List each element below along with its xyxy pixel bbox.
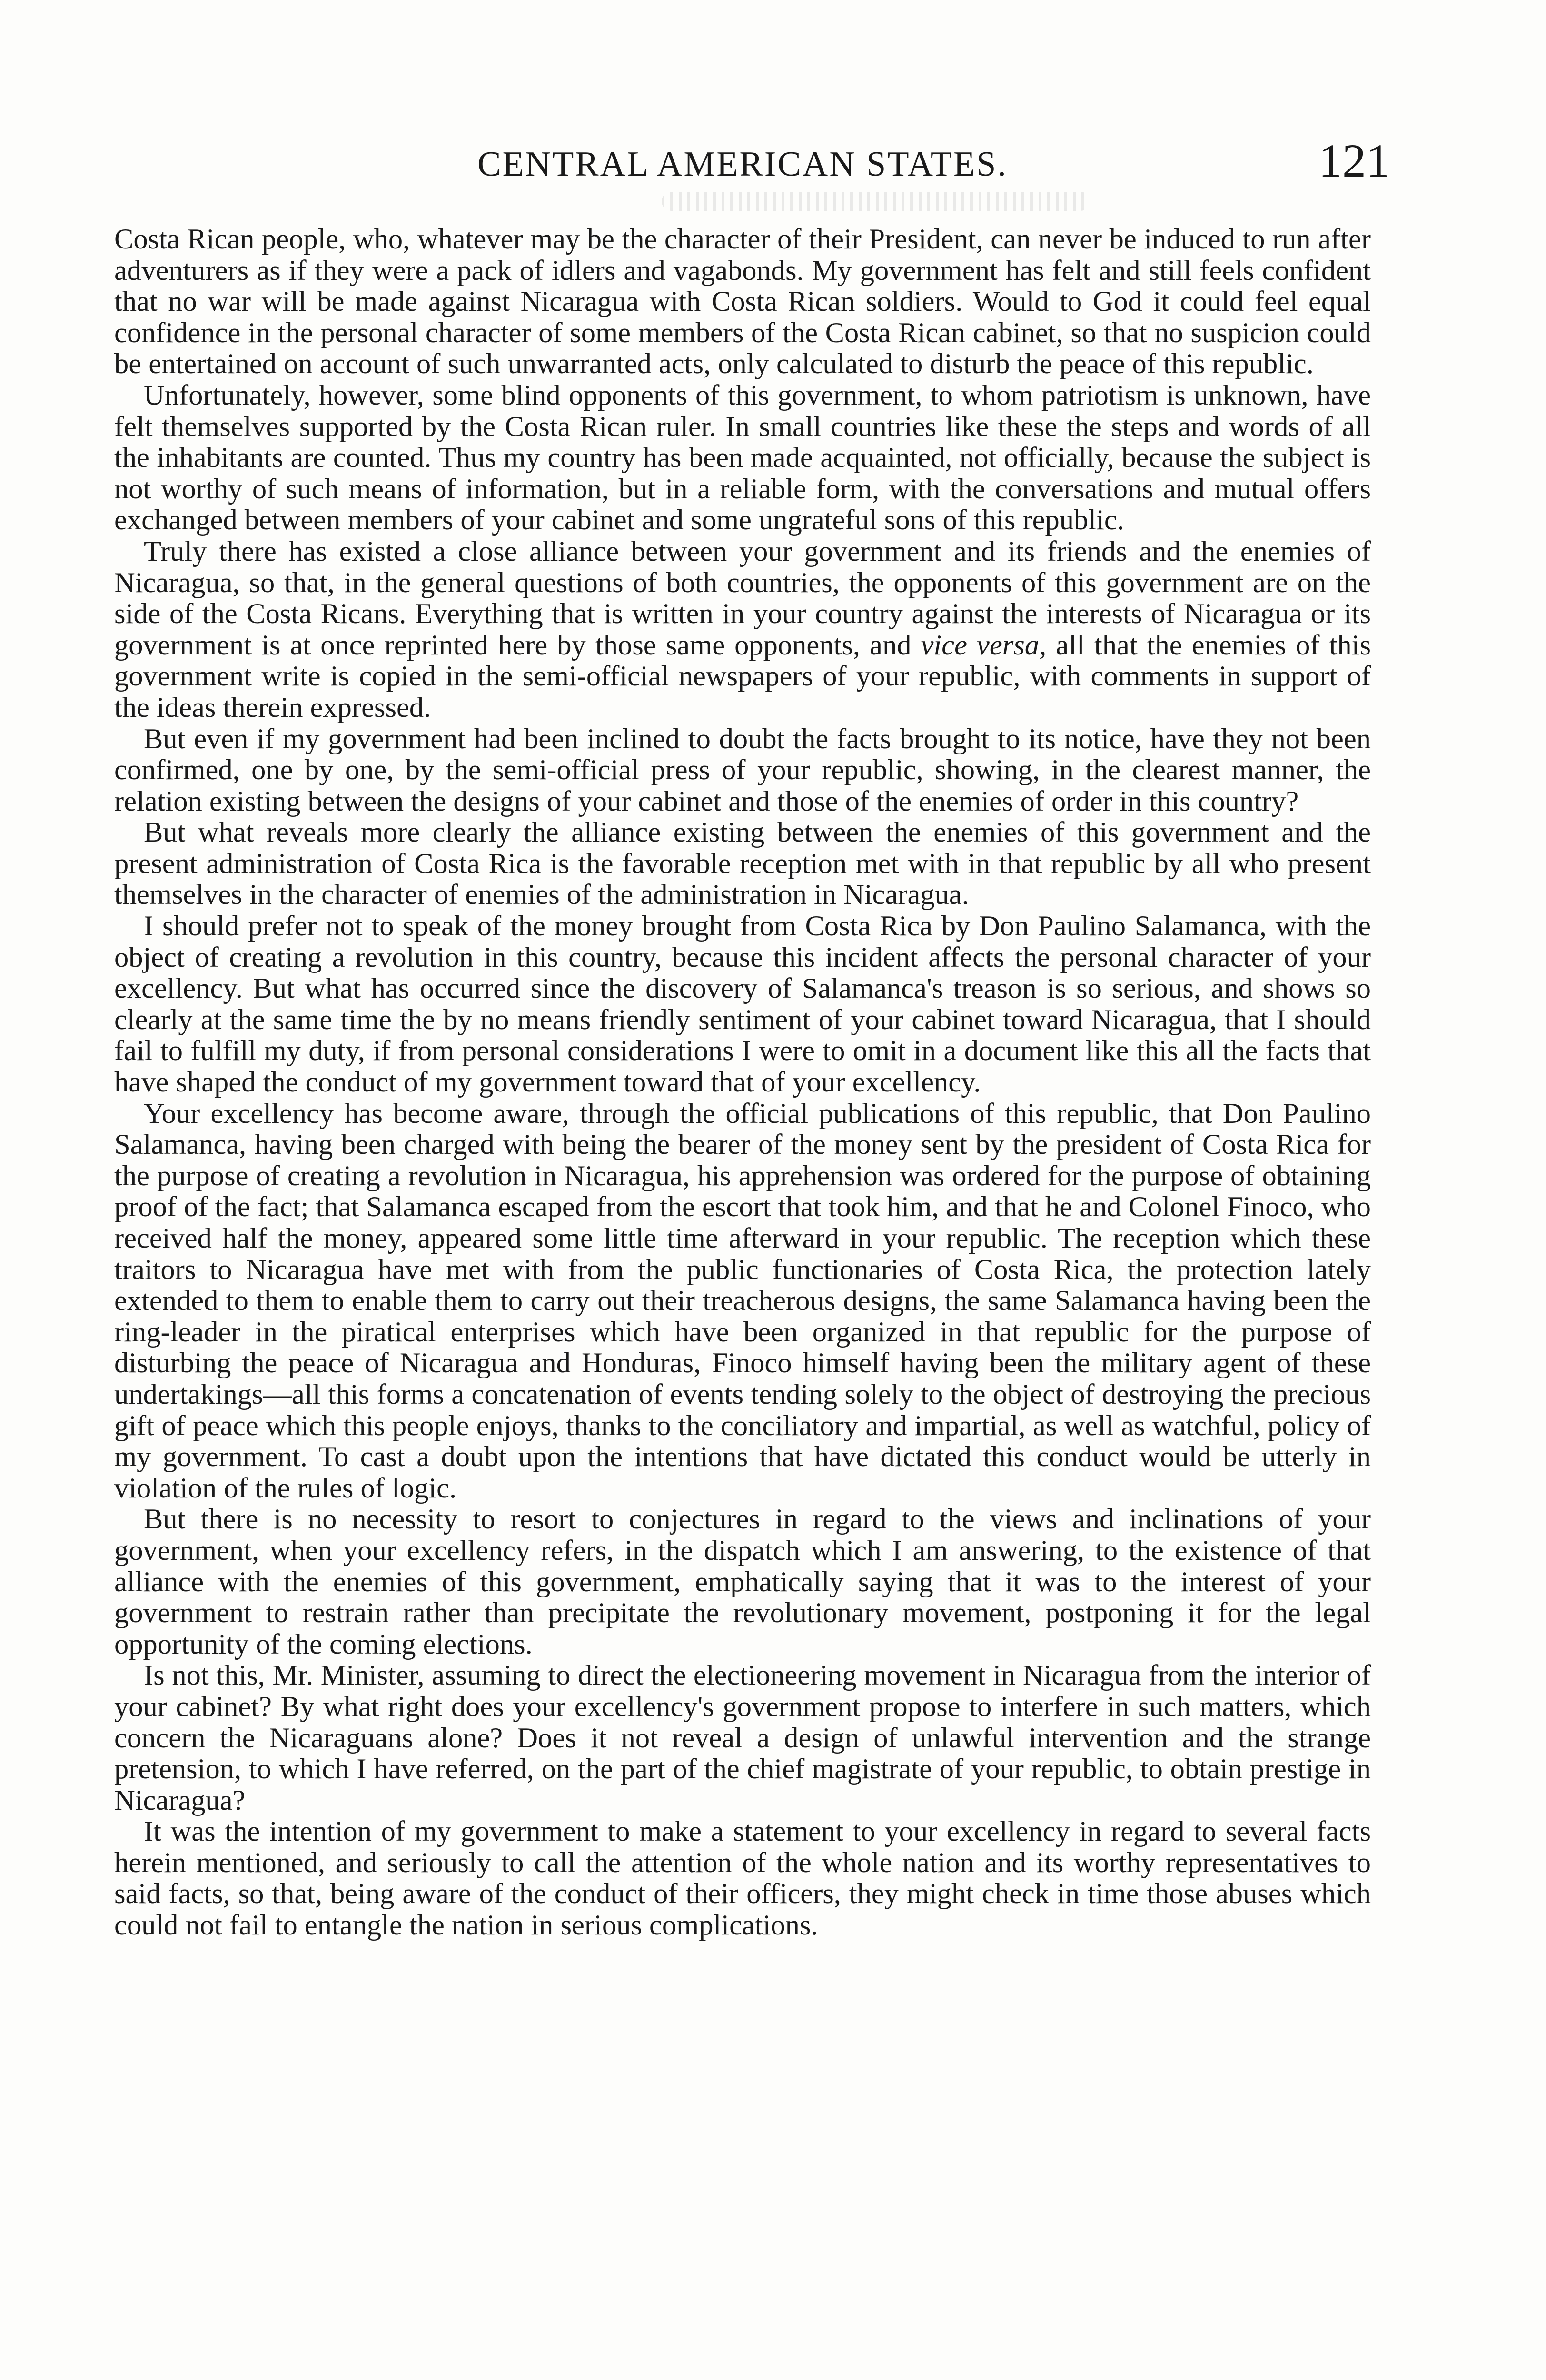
running-head: CENTRAL AMERICAN STATES. bbox=[477, 145, 1008, 184]
paragraph: But what reveals more clearly the alliance existing between the enemies of this government and the present administration of Costa Rica is the favorable reception met with in that republic by all who present themselves in the character of enemies of the administration in Nicaragua. bbox=[114, 816, 1371, 911]
paragraph: But there is no necessity to resort to conjectures in regard to the views and inclinations of your government, when your excellency refers, in the dispatch which I am answering, to the existence of that alliance with the enemies of this government, emphatically saying that it was to the interest of your government to restrain rather than precipitate the revolutionary movement, postponing it for the legal opportunity of the coming elections. bbox=[114, 1503, 1371, 1660]
paragraph bbox=[114, 536, 1371, 724]
paragraph-continuation: Costa Rican people, who, whatever may be the character of their President, can never be induced to run after adventurers as if they were a pack of idlers and vagabonds. My government has felt and still feels confident that no war will be made against Nicaragua with Costa Rican soldiers. Would to God it could feel equal confidence in the personal character of some members of the Costa Rican cabinet, so that no suspicion could be entertained on account of such unwarranted acts, only calculated to disturb the peace of this republic. bbox=[114, 224, 1371, 380]
body-text bbox=[114, 224, 1371, 2380]
paragraph: Your excellency has become aware, through the official publications of this republic, that Don Paulino Salamanca, having been charged with being the bearer of the money sent by the president of Costa Rica for the purpose of creating a revolution in Nicaragua, his apprehension was ordered for the purpose of obtaining proof of the fact; that Salamanca escaped from the escort that took him, and that he and Colonel Finoco, who received half the money, appeared some little time afterward in your republic. The reception which these traitors to Nicaragua have met with from the public functionaries of Costa Rica, the protection lately extended to them to enable them to carry out their treacherous designs, the same Salamanca having been the ring-leader in the piratical enterprises which have been organized in that republic for the purpose of disturbing the peace of Nicaragua and Honduras, Finoco himself having been the military agent of these undertakings—all this forms a concatenation of events tending solely to the object of destroying the precious gift of peace which this people enjoys, thanks to the conciliatory and impartial, as well as watchful, policy of my government. To cast a doubt upon the intentions that have dictated this conduct would be utterly in violation of the rules of logic. bbox=[114, 1097, 1371, 1504]
paragraph: Unfortunately, however, some blind opponents of this government, to whom patriotism is unknown, have felt themselves supported by the Costa Rican ruler. In small countries like these the steps and words of all the inhabitants are counted. Thus my country has been made acquainted, not officially, because the subject is not worthy of such means of information, but in a reliable form, with the conversations and mutual offers exchanged between members of your cabinet and some ungrateful sons of this republic. bbox=[114, 379, 1371, 536]
page-header bbox=[114, 134, 1390, 193]
header-ink-smudge bbox=[662, 192, 1090, 211]
paragraph: But even if my government had been inclined to doubt the facts brought to its notice, have they not been confirmed, one by one, by the semi-official press of your republic, showing, in the clearest manner, the relation existing between the designs of your cabinet and those of the enemies of order in this country? bbox=[114, 723, 1371, 817]
paragraph-text: all that the enemies of this government write is copied in the semi-official newspapers of your republic, with comments in support of the ideas therein expressed. bbox=[114, 629, 1371, 724]
paragraph: I should prefer not to speak of the money brought from Costa Rica by Don Paulino Salamanca, with the object of creating a revolution in this country, because this incident affects the personal character of your excellency. But what has occurred since the discovery of Salamanca's treason is so serious, and shows so clearly at the same time the by no means friendly sentiment of your cabinet toward Nicaragua, that I should fail to fulfill my duty, if from personal considerations I were to omit in a document like this all the facts that have shaped the conduct of my government toward that of your excellency. bbox=[114, 910, 1371, 1099]
italic-phrase: vice versa, bbox=[921, 629, 1047, 661]
paragraph: It was the intention of my government to make a statement to your excellency in regard to several facts herein mentioned, and seriously to call the attention of the whole nation and its worthy representatives to said facts, so that, being aware of the conduct of their officers, they might check in time those abuses which could not fail to entangle the nation in serious complications. bbox=[114, 1815, 1371, 1942]
paragraph: Is not this, Mr. Minister, assuming to direct the electioneering movement in Nicaragua from the interior of your cabinet? By what right does your excellency's government propose to interfere in such matters, which concern the Nicaraguans alone? Does it not reveal a design of unlawful intervention and the strange pretension, to which I have referred, on the part of the chief magistrate of your republic, to obtain prestige in Nicaragua? bbox=[114, 1659, 1371, 1816]
page-number: 121 bbox=[1318, 134, 1390, 187]
paragraph-text: Truly there has existed a close alliance between your government and its friends and the enemies of Nicaragua, so that, in the general questions of both countries, the opponents of this government are on the side of the Costa Ricans. Everything that is written in your country against the interests of Nicaragua or its government is at once reprinted here by those same opponents, and bbox=[114, 535, 1371, 661]
